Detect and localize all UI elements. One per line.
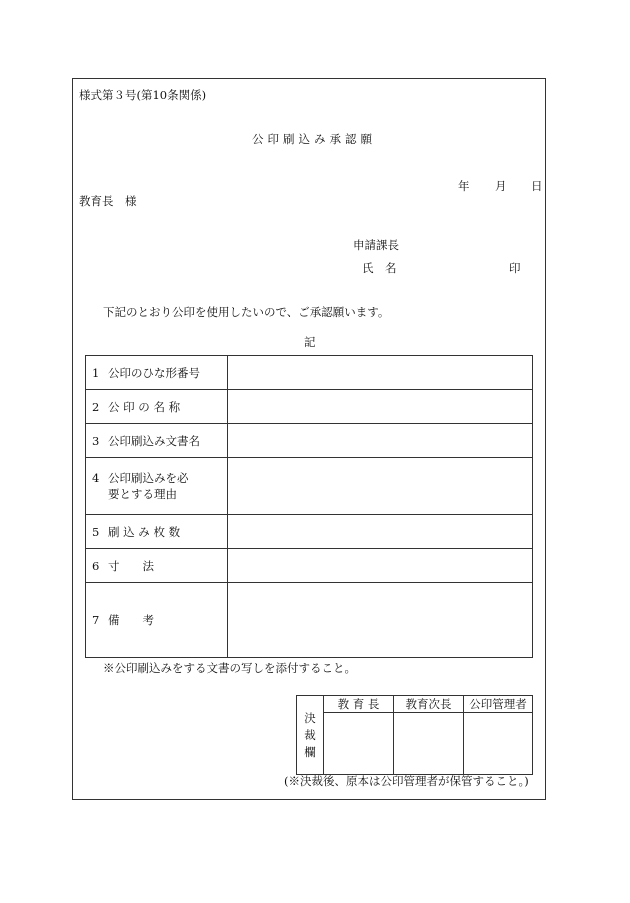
row-label: 6 寸 法: [86, 549, 228, 583]
row-label: 2 公 印 の 名 称: [86, 390, 228, 424]
row-label: 5 刷 込 み 枚 数: [86, 515, 228, 549]
row-value-field[interactable]: [228, 356, 533, 390]
decision-cell[interactable]: [464, 713, 533, 775]
body-text: 下記のとおり公印を使用したいので、ご承認願います。: [103, 305, 390, 319]
footer-note: (※決裁後、原本は公印管理者が保管すること。): [284, 774, 529, 788]
table-row: [86, 583, 533, 658]
row-value-field[interactable]: [228, 549, 533, 583]
date-month-label: 月: [495, 179, 507, 193]
applicant-name-label: 氏 名: [362, 261, 397, 275]
addressee: 教育長 様: [79, 194, 137, 208]
row-label: 7 備 考: [86, 583, 228, 658]
seal-label: 印: [509, 261, 521, 275]
decision-cell[interactable]: [394, 713, 464, 775]
table-row: [86, 515, 533, 549]
table-row: [86, 549, 533, 583]
decision-table: [296, 695, 533, 775]
row-value-field[interactable]: [228, 583, 533, 658]
table-row: [86, 356, 533, 390]
decision-header: 教育次長: [394, 696, 464, 713]
table-row: [86, 424, 533, 458]
row-value-field[interactable]: [228, 424, 533, 458]
table-row: [86, 458, 533, 515]
decision-side-label: 決 裁 欄: [297, 696, 324, 775]
row-label: 4 公印刷込みを必 要とする理由: [86, 458, 228, 515]
application-table: [85, 355, 533, 658]
date-year-label: 年: [458, 179, 470, 193]
document-title: 公印刷込み承認願: [252, 132, 376, 146]
date-day-label: 日: [531, 179, 543, 193]
row-value-field[interactable]: [228, 390, 533, 424]
form-id: 様式第３号(第10条関係): [79, 88, 207, 102]
row-label: 1 公印のひな形番号: [86, 356, 228, 390]
decision-header: 教 育 長: [324, 696, 394, 713]
applicant-dept-label: 申請課長: [353, 238, 399, 252]
row-value-field[interactable]: [228, 458, 533, 515]
decision-cell[interactable]: [324, 713, 394, 775]
table-row: [86, 390, 533, 424]
attachment-note: ※公印刷込みをする文書の写しを添付すること。: [103, 661, 356, 675]
decision-header: 公印管理者: [464, 696, 533, 713]
ki-label: 記: [304, 335, 316, 349]
row-value-field[interactable]: [228, 515, 533, 549]
row-label: 3 公印刷込み文書名: [86, 424, 228, 458]
